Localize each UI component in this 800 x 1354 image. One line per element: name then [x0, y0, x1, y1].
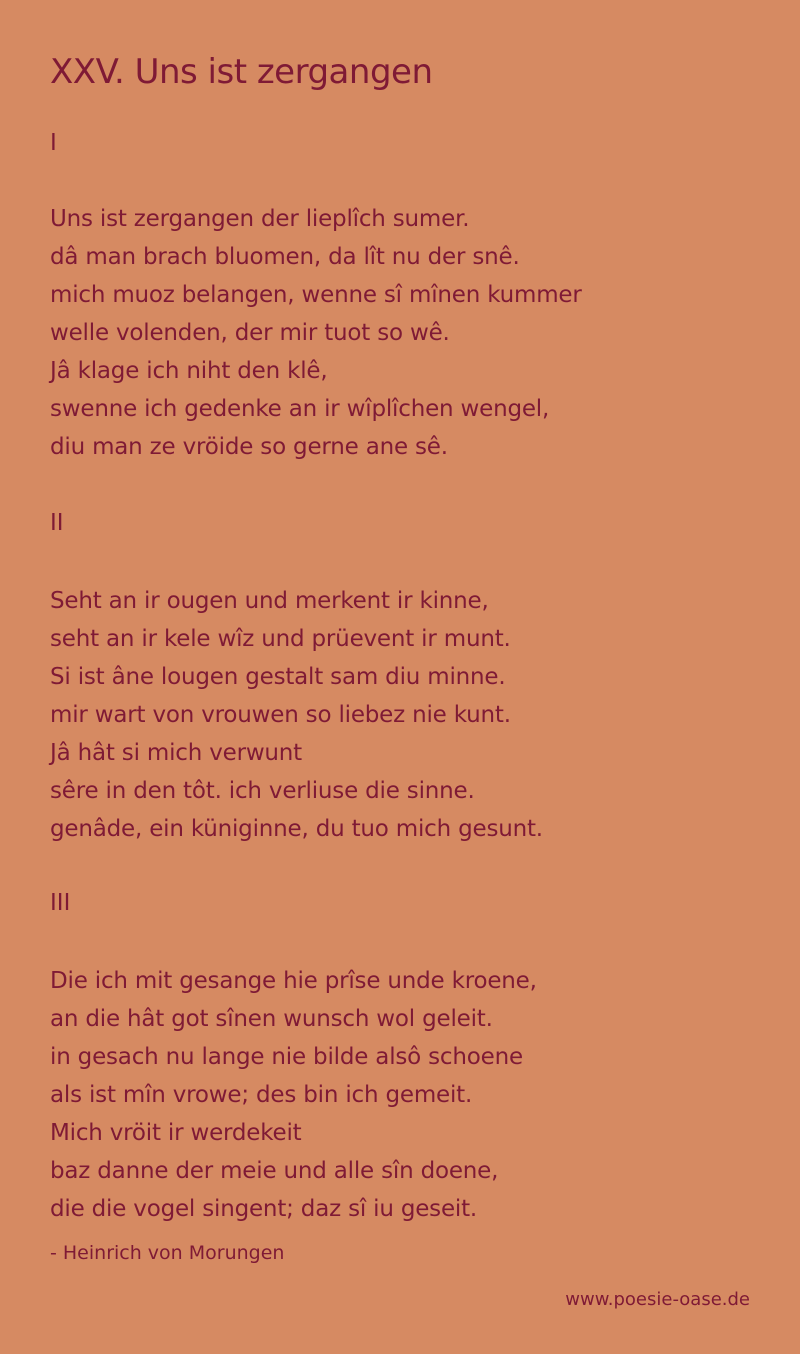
stanza [50, 582, 543, 848]
stanza-number: III [50, 890, 71, 916]
stanza-number: I [50, 130, 57, 156]
poem-line: genâde, ein küniginne, du tuo mich gesunt. [50, 816, 543, 842]
stanza-number: II [50, 510, 64, 536]
poem-author: - Heinrich von Morungen [50, 1242, 285, 1264]
website-url: www.poesie-oase.de [565, 1289, 750, 1310]
poem-line: mir wart von vrouwen so liebez nie kunt. [50, 702, 511, 728]
poem-line: Jâ hât si mich verwunt [50, 740, 303, 766]
poem-line: diu man ze vröide so gerne ane sê. [50, 434, 448, 460]
poem-line: an die hât got sînen wunsch wol geleit. [50, 1006, 493, 1032]
poem-line: dâ man brach bluomen, da lît nu der snê. [50, 244, 520, 270]
poem-line: Uns ist zergangen der lieplîch sumer. [50, 206, 470, 232]
poem-line: Jâ klage ich niht den klê, [50, 358, 328, 384]
poem-line: Mich vröit ir werdekeit [50, 1120, 302, 1146]
poem-line: mich muoz belangen, wenne sî mînen kummer [50, 282, 582, 308]
poem-line: baz danne der meie und alle sîn doene, [50, 1158, 499, 1184]
poem-line: Si ist âne lougen gestalt sam diu minne. [50, 664, 506, 690]
poem-line: seht an ir kele wîz und prüevent ir munt. [50, 626, 511, 652]
poem-line: swenne ich gedenke an ir wîplîchen wengel, [50, 396, 550, 422]
poem-title: XXV. Uns ist zergangen [50, 52, 433, 92]
poem-line: Die ich mit gesange hie prîse unde kroene, [50, 968, 537, 994]
stanza [50, 962, 537, 1228]
stanza [50, 200, 582, 466]
poem-line: als ist mîn vrowe; des bin ich gemeit. [50, 1082, 473, 1108]
poem-line: in gesach nu lange nie bilde alsô schoene [50, 1044, 523, 1070]
poem-line: welle volenden, der mir tuot so wê. [50, 320, 450, 346]
poem-line: sêre in den tôt. ich verliuse die sinne. [50, 778, 475, 804]
poem-line: Seht an ir ougen und merkent ir kinne, [50, 588, 489, 614]
poem-line: die die vogel singent; daz sî iu geseit. [50, 1196, 478, 1222]
